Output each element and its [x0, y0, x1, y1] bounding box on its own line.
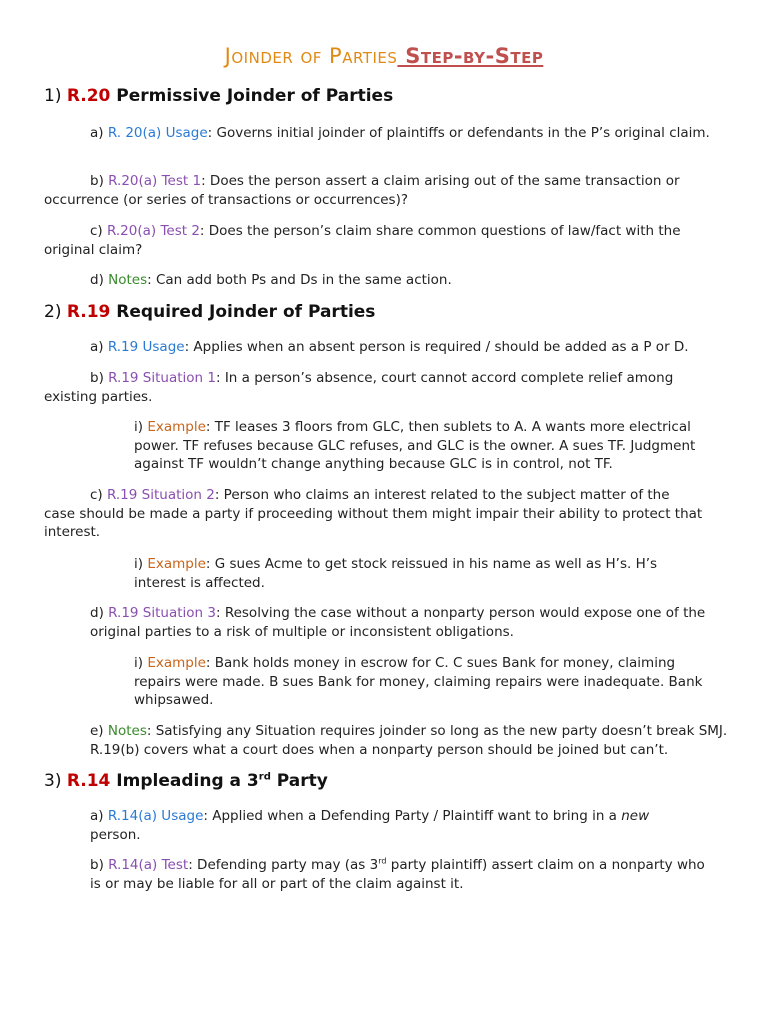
item-prefix: d): [90, 272, 109, 288]
section-2-item-a: [44, 338, 724, 357]
item-prefix: a): [90, 808, 108, 824]
item-prefix: c): [90, 223, 107, 239]
section-2-item-b: [44, 369, 714, 406]
item-text-end: person.: [90, 826, 141, 843]
item-prefix: d): [90, 605, 109, 621]
item-prefix: e): [90, 723, 108, 739]
section-2-title: Required Joinder of Parties: [110, 302, 376, 322]
section-2-item-b-example: [134, 418, 724, 474]
item-text-end: party plaintiff) assert claim on a nonparty who is or may be liable for all or part of the claim against it.: [90, 857, 705, 892]
item-text: : In a person’s absence, court cannot accord complete relief among existing parties.: [44, 370, 674, 405]
section-1-item-c: [44, 222, 714, 259]
section-2-item-e: [90, 722, 730, 759]
item-prefix: c): [90, 487, 107, 503]
item-text: : G sues Acme to get stock reissued in his name as well as H’s. H’s interest is affected.: [134, 556, 658, 591]
section-1-heading: [44, 86, 393, 106]
section-3-item-a: [90, 807, 690, 844]
item-text: : Satisfying any Situation requires joinder so long as the new party doesn’t break SMJ. R.19(b) covers what a court does when a nonparty person should be joined but can’t.: [90, 723, 728, 758]
item-text: : Resolving the case without a nonparty person would expose one of the original parties to a risk of multiple or inconsistent obligations.: [90, 605, 706, 640]
item-prefix: i): [134, 556, 148, 572]
item-prefix: b): [90, 370, 109, 386]
item-text: : Person who claims an interest related to the subject matter of the case should be made a party if proceeding without them might impair their ability to protect that interest.: [44, 487, 703, 540]
title-part1: Joinder of Parties: [224, 44, 398, 68]
section-3-heading: [44, 771, 328, 791]
item-text: : Does the person assert a claim arising out of the same transaction or occurrence (or series of transactions or occurrences)?: [44, 173, 680, 208]
item-label: R.20(a) Test 2: [106, 223, 200, 239]
item-label: Notes: [108, 272, 148, 288]
section-3-number: 3): [44, 771, 67, 791]
section-1-title: Permissive Joinder of Parties: [110, 86, 394, 106]
section-3-title-end: Party: [270, 771, 328, 791]
section-1-item-d: [44, 271, 714, 290]
section-2-item-d-example: [134, 654, 714, 710]
item-prefix: b): [90, 173, 109, 189]
page-title: [0, 44, 768, 68]
item-prefix: i): [134, 419, 148, 435]
item-label: R.14(a) Test: [108, 857, 189, 873]
title-part2: Step-by-Step: [397, 44, 544, 68]
section-3-title-sup: rd: [258, 771, 271, 783]
item-label: Example: [147, 419, 206, 435]
section-3-item-b: [90, 856, 710, 893]
item-prefix: b): [90, 857, 109, 873]
item-label: R.19 Situation 1: [108, 370, 216, 386]
section-3-title: Impleading a 3: [110, 771, 259, 791]
section-1-rule: R.20: [66, 86, 111, 106]
item-text: : Governs initial joinder of plaintiffs or defendants in the P’s original claim.: [207, 125, 710, 141]
item-label: R.19 Situation 2: [106, 487, 215, 503]
section-1-number: 1): [44, 86, 67, 106]
section-3-rule: R.14: [66, 771, 111, 791]
section-2-rule: R.19: [66, 302, 111, 322]
item-label: Example: [147, 655, 206, 671]
item-sup: rd: [378, 856, 387, 866]
item-prefix: a): [90, 339, 108, 355]
item-text: : TF leases 3 floors from GLC, then sublets to A. A wants more electrical power. TF refuses because GLC refuses, and GLC is the owner. A sues TF. Judgment against TF wouldn’t change anything because GLC is in control, not TF.: [134, 419, 696, 472]
item-prefix: a): [90, 125, 108, 141]
section-2-heading: [44, 302, 375, 322]
item-text: : Applies when an absent person is required / should be added as a P or D.: [184, 339, 689, 355]
item-label: R. 20(a) Usage: [107, 125, 208, 141]
section-1-item-a: [44, 124, 714, 143]
section-2-item-d: [90, 604, 720, 641]
item-label: R.19 Situation 3: [108, 605, 216, 621]
item-italic: new: [621, 808, 650, 824]
section-2-item-c-example: [134, 555, 704, 592]
item-prefix: i): [134, 655, 148, 671]
item-label: Notes: [107, 723, 147, 739]
item-label: R.14(a) Usage: [107, 808, 204, 824]
item-text: : Applied when a Defending Party / Plaintiff want to bring in a: [203, 808, 622, 824]
item-label: R.20(a) Test 1: [108, 173, 202, 189]
item-label: Example: [147, 556, 206, 572]
item-text: : Does the person’s claim share common questions of law/fact with the original claim?: [44, 223, 681, 258]
item-label: R.19 Usage: [107, 339, 185, 355]
item-text: : Defending party may (as 3: [188, 857, 379, 873]
section-1-item-b: [44, 172, 714, 209]
section-2-number: 2): [44, 302, 67, 322]
item-text: : Can add both Ps and Ds in the same action.: [147, 272, 452, 288]
section-2-item-c: [44, 486, 704, 542]
item-text: : Bank holds money in escrow for C. C sues Bank for money, claiming repairs were made. B sues Bank for money, claiming repairs were inadequate. Bank whipsawed.: [134, 655, 703, 708]
